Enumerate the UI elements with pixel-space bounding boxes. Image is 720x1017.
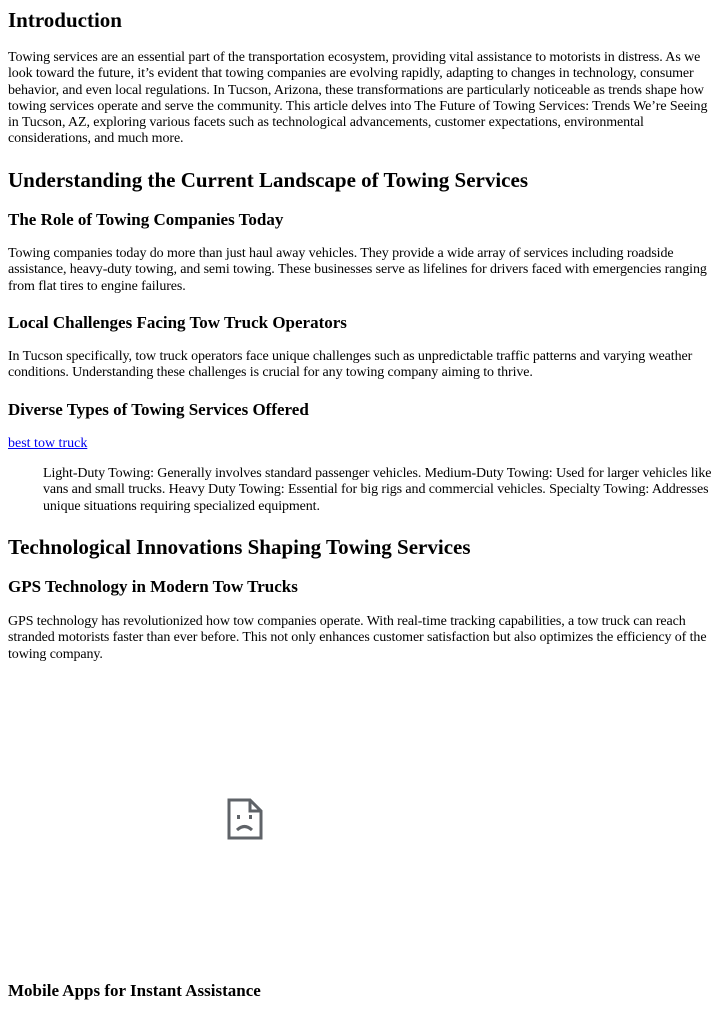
intro-heading: Introduction (8, 8, 122, 32)
broken-image-icon (226, 798, 264, 840)
role-heading: The Role of Towing Companies Today (8, 210, 284, 229)
apps-heading: Mobile Apps for Instant Assistance (8, 981, 261, 1000)
tech-heading: Technological Innovations Shaping Towing Services (8, 535, 471, 559)
best-tow-truck-link[interactable]: best tow truck (8, 436, 88, 451)
role-paragraph: Towing companies today do more than just haul away vehicles. They provide a wide array of services including roadside assistance, heavy-duty towing, and semi towing. These businesses serve as lifelines for drivers faced with emergencies ranging from flat tires to engine failures. (8, 246, 707, 294)
intro-paragraph: Towing services are an essential part of the transportation ecosystem, providing vital assistance to motorists in distress. As we look toward the future, it’s evident that towing companies are evolving rapidly, adapting to changes in technology, consumer behavior, and even local regulations. In Tucson, Arizona, these transformations are particularly noticeable as trends shape how towing services operate and serve the community. This article delves into The Future of Towing Services: Trends We’re Seeing in Tucson, AZ, exploring various facets such as technological advancements, customer expectations, environmental considerations, and much more. (8, 50, 708, 147)
types-blockquote: Light-Duty Towing: Generally involves standard passenger vehicles. Medium-Duty Towing: Used for larger vehicles like vans and small trucks. Heavy Duty Towing: Essential for big rigs and commercial vehicles. Specialty Towing: Addresses unique situations requiring specialized equipment. (43, 466, 712, 514)
challenges-paragraph: In Tucson specifically, tow truck operators face unique challenges such as unpredictable traffic patterns and varying weather conditions. Understanding these challenges is crucial for any towing company aiming to thrive. (8, 349, 693, 381)
landscape-heading: Understanding the Current Landscape of Towing Services (8, 168, 528, 192)
gps-heading: GPS Technology in Modern Tow Trucks (8, 577, 298, 596)
types-heading: Diverse Types of Towing Services Offered (8, 400, 309, 419)
challenges-heading: Local Challenges Facing Tow Truck Operators (8, 313, 347, 332)
gps-paragraph: GPS technology has revolutionized how tow companies operate. With real-time tracking capabilities, a tow truck can reach stranded motorists faster than ever before. This not only enhances customer satisfaction but also optimizes the efficiency of the towing company. (8, 614, 707, 662)
